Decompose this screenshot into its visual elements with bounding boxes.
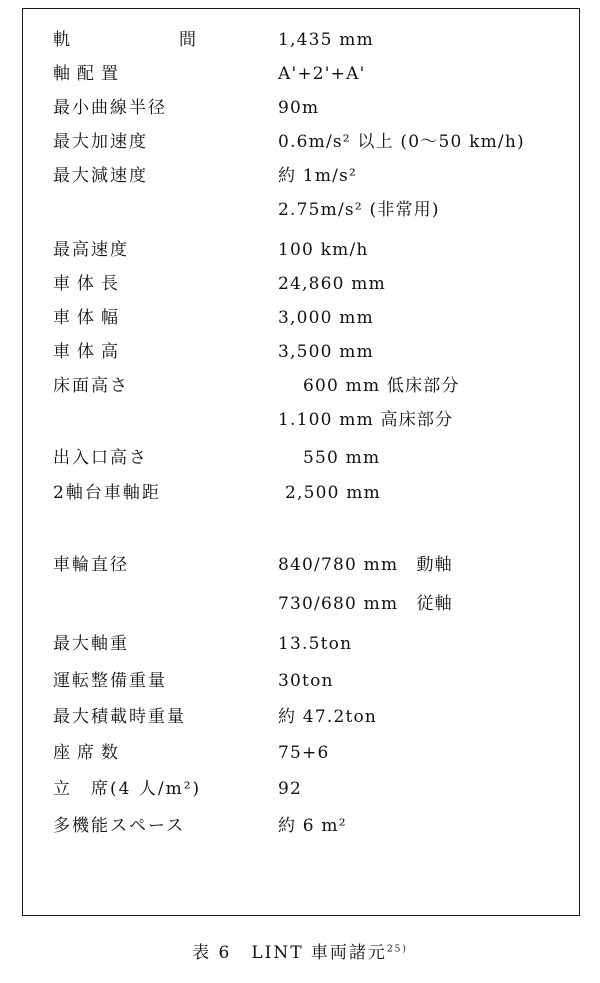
table-row (23, 736, 579, 770)
row-value: 0.6m/s² 以上 (0〜50 km/h) (278, 132, 525, 152)
row-value: 約 47.2ton (278, 707, 378, 727)
row-label: 軸配置 (53, 64, 125, 84)
caption-number: 表 6 (192, 943, 232, 963)
row-label: 最大加速度 (53, 132, 148, 152)
caption-reference: 25) (386, 944, 408, 955)
table-row (23, 233, 579, 267)
row-label: 出入口高さ (53, 448, 148, 468)
table-row (23, 57, 579, 91)
table-row (23, 369, 579, 403)
row-value: 92 (278, 779, 303, 799)
row-label: 最大減速度 (53, 166, 148, 186)
row-label: 最大積載時重量 (53, 707, 186, 727)
caption-title: LINT 車両諸元 (251, 943, 387, 963)
table-row (23, 301, 579, 335)
row-label: 最大軸重 (53, 634, 129, 654)
row-label: 運転整備重量 (53, 671, 167, 691)
table-row (23, 627, 579, 661)
row-value: 3,000 mm (278, 308, 374, 328)
table-row (23, 441, 579, 475)
row-value: 90m (278, 98, 320, 118)
row-value: 1.100 mm 高床部分 (278, 410, 454, 430)
table-caption (0, 938, 600, 963)
row-value: 13.5ton (278, 634, 353, 654)
row-value: 840/780 mm 動軸 (278, 555, 453, 575)
row-value: 2.75m/s² (非常用) (278, 200, 440, 220)
spec-table (22, 8, 580, 916)
row-value: 1,435 mm (278, 30, 374, 50)
table-row (23, 91, 579, 125)
row-value: 24,860 mm (278, 274, 386, 294)
table-row (23, 193, 579, 227)
row-label: 2軸台車軸距 (53, 483, 161, 503)
row-value: 550 mm (303, 448, 381, 468)
row-label: 床面高さ (53, 376, 129, 396)
row-label: 車輪直径 (53, 555, 129, 575)
row-value: A'+2'+A' (278, 64, 366, 84)
table-row (23, 125, 579, 159)
row-label: 最小曲線半径 (53, 98, 167, 118)
table-row (23, 335, 579, 369)
row-label: 車体高 (53, 342, 125, 362)
row-value: 3,500 mm (278, 342, 374, 362)
table-row (23, 772, 579, 806)
row-label: 座席数 (53, 743, 125, 763)
table-row (23, 476, 579, 510)
table-row (23, 403, 579, 437)
table-row (23, 700, 579, 734)
row-label: 最高速度 (53, 240, 129, 260)
row-value: 600 mm 低床部分 (303, 376, 460, 396)
row-label: 立 席(4 人/m²) (53, 779, 202, 799)
row-value: 100 km/h (278, 240, 369, 260)
table-row (23, 267, 579, 301)
row-label: 多機能スペース (53, 816, 186, 836)
row-label: 軌 間 (53, 30, 242, 50)
table-row (23, 587, 579, 621)
table-row (23, 809, 579, 843)
row-value: 約 1m/s² (278, 166, 358, 186)
table-row (23, 548, 579, 582)
table-row (23, 23, 579, 57)
row-label: 車体長 (53, 274, 125, 294)
row-value: 約 6 m² (278, 816, 347, 836)
row-label: 車体幅 (53, 308, 125, 328)
row-value: 30ton (278, 671, 334, 691)
row-value: 2,500 mm (285, 483, 381, 503)
row-value: 75+6 (278, 743, 330, 763)
row-value: 730/680 mm 従軸 (278, 594, 453, 614)
table-row (23, 664, 579, 698)
table-row (23, 159, 579, 193)
